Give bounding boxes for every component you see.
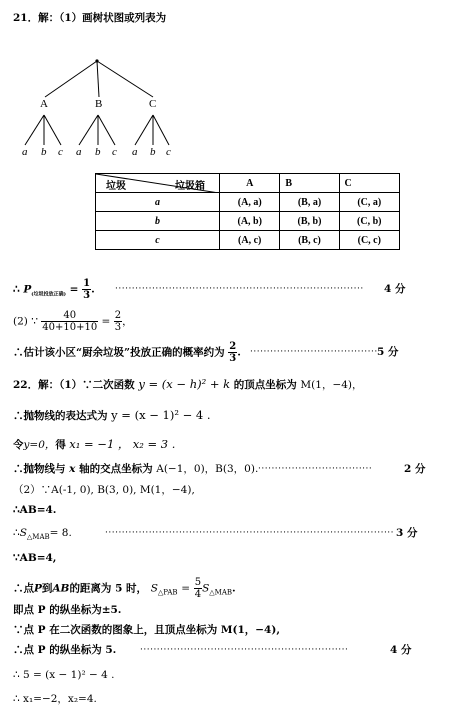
- area-symbol: S: [202, 582, 210, 595]
- corner-right-label: 垃圾箱: [175, 181, 205, 192]
- text: 轴的交点坐标为: [79, 463, 153, 475]
- therefore-symbol: ∴: [13, 283, 20, 296]
- table-cell: (A, c): [220, 231, 280, 250]
- table-cell: (B, a): [280, 193, 339, 212]
- table-cell: (B, c): [280, 231, 339, 250]
- prob-subscript: (垃圾投放正确): [31, 291, 66, 298]
- estimate-line: [13, 341, 241, 364]
- fraction: [114, 310, 122, 333]
- q22-line6: ∴AB=4.: [13, 504, 57, 516]
- col-header: A: [220, 174, 280, 193]
- table-cell: (A, b): [220, 212, 280, 231]
- because-label: (2) ∵: [13, 315, 38, 328]
- tree-leaf: a: [22, 146, 28, 158]
- q22-line13: ∴ 5 = (x − 1)² − 4 .: [13, 669, 115, 681]
- tree-leaf: c: [166, 146, 171, 158]
- tree-node-a: A: [40, 98, 48, 110]
- numerator: 1: [83, 278, 91, 289]
- vertex-coordinate: M(1，−4)，: [300, 379, 363, 391]
- fraction: [41, 310, 98, 333]
- equals: =: [181, 582, 191, 595]
- table-cell: (C, b): [339, 212, 399, 231]
- score-mark: 2 分: [404, 463, 426, 475]
- q22-line3: [13, 438, 175, 452]
- text: 得: [55, 439, 66, 451]
- dot-leader: ······························································: [140, 645, 349, 655]
- q22-line11: ∵点 P 在二次函数的图象上，且顶点坐标为 M(1，−4),: [13, 624, 280, 636]
- variable: x: [69, 463, 76, 475]
- estimate-text: ∴估计该小区“厨余垃圾”投放正确的概率约为: [13, 346, 225, 359]
- equals: =: [101, 315, 111, 328]
- therefore-symbol: ∴: [13, 527, 20, 539]
- point-p: P: [34, 582, 42, 595]
- outcome-table: [95, 173, 400, 250]
- period: .: [91, 283, 95, 296]
- tree-leaf: b: [150, 146, 156, 158]
- row-label: c: [96, 231, 220, 250]
- q21-heading: 21．解：（1）画树状图或列表为: [13, 12, 167, 24]
- q22-line1: [13, 378, 363, 392]
- table-cell: (A, a): [220, 193, 280, 212]
- numerator: 2: [114, 310, 122, 321]
- q22-line4: [13, 463, 258, 476]
- area-subscript: △MAB: [209, 588, 233, 597]
- denominator: 3: [83, 290, 91, 301]
- q22-line5: （2）∵A(-1, 0), B(3, 0), M(1，−4),: [13, 484, 195, 496]
- score-mark: 3 分: [396, 527, 418, 539]
- area-subscript: △PAB: [157, 588, 178, 597]
- tree-leaf: c: [112, 146, 117, 158]
- table-row: [96, 231, 400, 250]
- row-label: b: [96, 212, 220, 231]
- formula: y = (x − 1)² − 4 .: [111, 408, 211, 422]
- score-mark: 4 分: [390, 644, 412, 656]
- numerator: 5: [194, 577, 202, 588]
- text: ∴抛物线与: [13, 463, 66, 475]
- fraction: [194, 577, 202, 600]
- table-row: [96, 212, 400, 231]
- fraction: [228, 341, 237, 364]
- prob-symbol: P: [23, 283, 32, 296]
- q22-line2: [13, 409, 211, 423]
- root-1: x₁ = −1 ，: [69, 437, 130, 451]
- q22-line10: 即点 P 的纵坐标为±5.: [13, 604, 122, 616]
- condition: y=0，: [23, 439, 56, 451]
- part2-line: [13, 310, 133, 333]
- segment-ab: AB: [52, 582, 70, 595]
- score-mark: 4 分: [384, 283, 406, 295]
- area-symbol: S: [19, 527, 27, 539]
- intersection-points: A(−1，0)，B(3，0).: [156, 463, 259, 475]
- q22-line9: [13, 577, 236, 600]
- col-header: B: [280, 174, 339, 193]
- col-header: C: [339, 174, 399, 193]
- tree-leaf: c: [58, 146, 63, 158]
- area-subscript: △MAB: [26, 533, 50, 542]
- table-corner-header: [96, 174, 220, 193]
- denominator: 3: [229, 353, 237, 364]
- q22-line8: ∵AB=4,: [13, 552, 57, 564]
- numerator: 40: [41, 310, 98, 322]
- corner-left-label: 垃圾: [106, 181, 126, 192]
- table-cell: (B, b): [280, 212, 339, 231]
- text: ∴抛物线的表达式为: [13, 410, 108, 422]
- comma: ，: [122, 315, 133, 328]
- dot-leader: ··································: [258, 464, 373, 474]
- formula: y = (x − h)² + k: [138, 377, 231, 391]
- denominator: 40+10+10: [42, 322, 98, 333]
- tree-node-b: B: [95, 98, 103, 110]
- tree-leaf: b: [41, 146, 47, 158]
- text: 的距离为 5 时，: [69, 582, 148, 595]
- q22-line7: [13, 527, 72, 544]
- root-2: x₂ = 3 .: [132, 437, 176, 451]
- text: 的顶点坐标为: [233, 379, 297, 391]
- score-mark: 5 分: [377, 346, 399, 358]
- dot-leader: ··········································································: [115, 284, 364, 294]
- dot-leader: ······················································································: [105, 528, 395, 538]
- table-cell: (C, c): [339, 231, 399, 250]
- table-row: [96, 193, 400, 212]
- tree-leaf: a: [76, 146, 82, 158]
- q22-heading: 22．解：（1）∵二次函数: [13, 379, 135, 391]
- period: .: [232, 582, 236, 595]
- denominator: 4: [194, 589, 202, 600]
- tree-leaf: a: [132, 146, 138, 158]
- q22-line12: ∴点 P 的纵坐标为 5.: [13, 644, 117, 656]
- text: 到: [41, 582, 53, 595]
- tree-node-c: C: [149, 98, 157, 110]
- area-symbol: S: [150, 582, 158, 595]
- table-cell: (C, a): [339, 193, 399, 212]
- equals: =: [69, 283, 79, 296]
- fraction: [82, 278, 91, 301]
- dot-leader: ······································: [250, 347, 378, 357]
- period: .: [237, 346, 241, 359]
- tree-leaf: b: [95, 146, 101, 158]
- probability-line: [13, 278, 95, 302]
- denominator: 3: [114, 322, 122, 333]
- text: 令: [13, 439, 24, 451]
- text: ∴点: [13, 582, 34, 595]
- numerator: 2: [229, 341, 237, 352]
- row-label: a: [96, 193, 220, 212]
- q22-line14: ∴ x₁=−2，x₂=4.: [13, 693, 97, 705]
- value: = 8.: [49, 527, 72, 539]
